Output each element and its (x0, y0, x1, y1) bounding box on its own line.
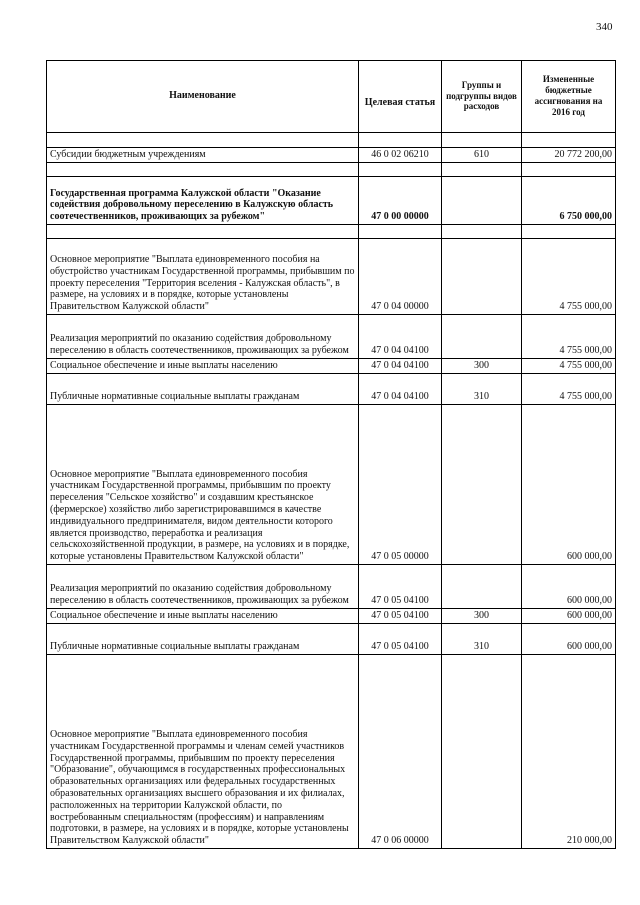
table-row (47, 624, 616, 655)
row-amount: 4 755 000,00 (522, 315, 616, 359)
row-name: Реализация мероприятий по оказанию содействия добровольному переселению в область соотечественников, проживающих за рубежом (47, 315, 359, 359)
row-amount: 600 000,00 (522, 405, 616, 565)
header-name: Наименование (47, 61, 359, 133)
table-row (47, 655, 616, 849)
table-row (47, 239, 616, 315)
row-name: Государственная программа Калужской области "Оказание содействия добровольному переселению в Калужскую область соотечественников, проживающих за рубежом" (47, 177, 359, 225)
table-row (47, 359, 616, 374)
table-row (47, 565, 616, 609)
row-name: Социальное обеспечение и иные выплаты населению (47, 359, 359, 374)
row-name: Реализация мероприятий по оказанию содействия добровольному переселению в область соотечественников, проживающих за рубежом (47, 565, 359, 609)
row-code: 47 0 05 00000 (359, 405, 442, 565)
row-code: 47 0 06 00000 (359, 655, 442, 849)
table-row (47, 315, 616, 359)
row-name: Основное мероприятие "Выплата единовременного пособия участникам Государственной программы и членам семей участников Государственной программы, прибывшим по проекту переселения "Образование", обучающимся в государственных профессиональных образовательных организациях или федеральных государственных образовательных организациях высшего образования и их филиалах, расположенных на территории Калужской области, по востребованным специальностям (профессиям) и направлениям подготовки, в размере, на условиях и в порядке, которые установлены Правительством Калужской области" (47, 655, 359, 849)
row-name: Публичные нормативные социальные выплаты гражданам (47, 624, 359, 655)
row-group (442, 405, 522, 565)
row-name: Субсидии бюджетным учреждениям (47, 148, 359, 163)
row-amount: 600 000,00 (522, 609, 616, 624)
row-amount: 4 755 000,00 (522, 359, 616, 374)
table-header-row (47, 61, 616, 133)
header-target: Целевая статья (359, 61, 442, 133)
row-name: Социальное обеспечение и иные выплаты населению (47, 609, 359, 624)
row-group (442, 177, 522, 225)
table-row (47, 177, 616, 225)
row-group (442, 239, 522, 315)
row-amount: 600 000,00 (522, 624, 616, 655)
row-amount: 210 000,00 (522, 655, 616, 849)
row-code: 47 0 04 04100 (359, 374, 442, 405)
row-code: 46 0 02 06210 (359, 148, 442, 163)
row-name: Основное мероприятие "Выплата единовременного пособия на обустройство участникам Государственной программы, прибывшим по проекту переселения "Территория вселения - Калужская область", в размере, на условиях и в порядке, которые установлены Правительством Калужской области" (47, 239, 359, 315)
header-groups: Группы и подгруппы видов расходов (442, 61, 522, 133)
row-amount: 600 000,00 (522, 565, 616, 609)
table-row (47, 405, 616, 565)
row-name: Основное мероприятие "Выплата единовременного пособия участникам Государственной программы, прибывшим по проекту переселения "Сельское хозяйство" и создавшим крестьянское (фермерское) хозяйство либо зарегистрировавшимся в качестве индивидуального предпринимателя, видом деятельности которого является производство, переработка и реализация сельскохозяйственной продукции, в размере, на условиях и в порядке, которые установлены Правительством Калужской области" (47, 405, 359, 565)
row-code: 47 0 05 04100 (359, 609, 442, 624)
row-group (442, 655, 522, 849)
table-row (47, 374, 616, 405)
table-row (47, 609, 616, 624)
row-code: 47 0 05 04100 (359, 624, 442, 655)
row-amount: 4 755 000,00 (522, 239, 616, 315)
spacer-row (47, 133, 616, 148)
row-group: 310 (442, 624, 522, 655)
row-amount: 20 772 200,00 (522, 148, 616, 163)
row-group (442, 565, 522, 609)
row-name: Публичные нормативные социальные выплаты гражданам (47, 374, 359, 405)
row-group: 300 (442, 359, 522, 374)
page-number: 340 (596, 21, 613, 33)
row-code: 47 0 04 04100 (359, 315, 442, 359)
row-group: 300 (442, 609, 522, 624)
spacer-row (47, 163, 616, 177)
row-amount: 4 755 000,00 (522, 374, 616, 405)
row-code: 47 0 04 00000 (359, 239, 442, 315)
row-group (442, 315, 522, 359)
row-code: 47 0 05 04100 (359, 565, 442, 609)
budget-table (46, 60, 616, 849)
row-amount: 6 750 000,00 (522, 177, 616, 225)
row-code: 47 0 00 00000 (359, 177, 442, 225)
table-row (47, 148, 616, 163)
spacer-row (47, 225, 616, 239)
row-code: 47 0 04 04100 (359, 359, 442, 374)
row-group: 310 (442, 374, 522, 405)
row-group: 610 (442, 148, 522, 163)
header-budget: Измененные бюджетные ассигнования на 2016 год (522, 61, 616, 133)
